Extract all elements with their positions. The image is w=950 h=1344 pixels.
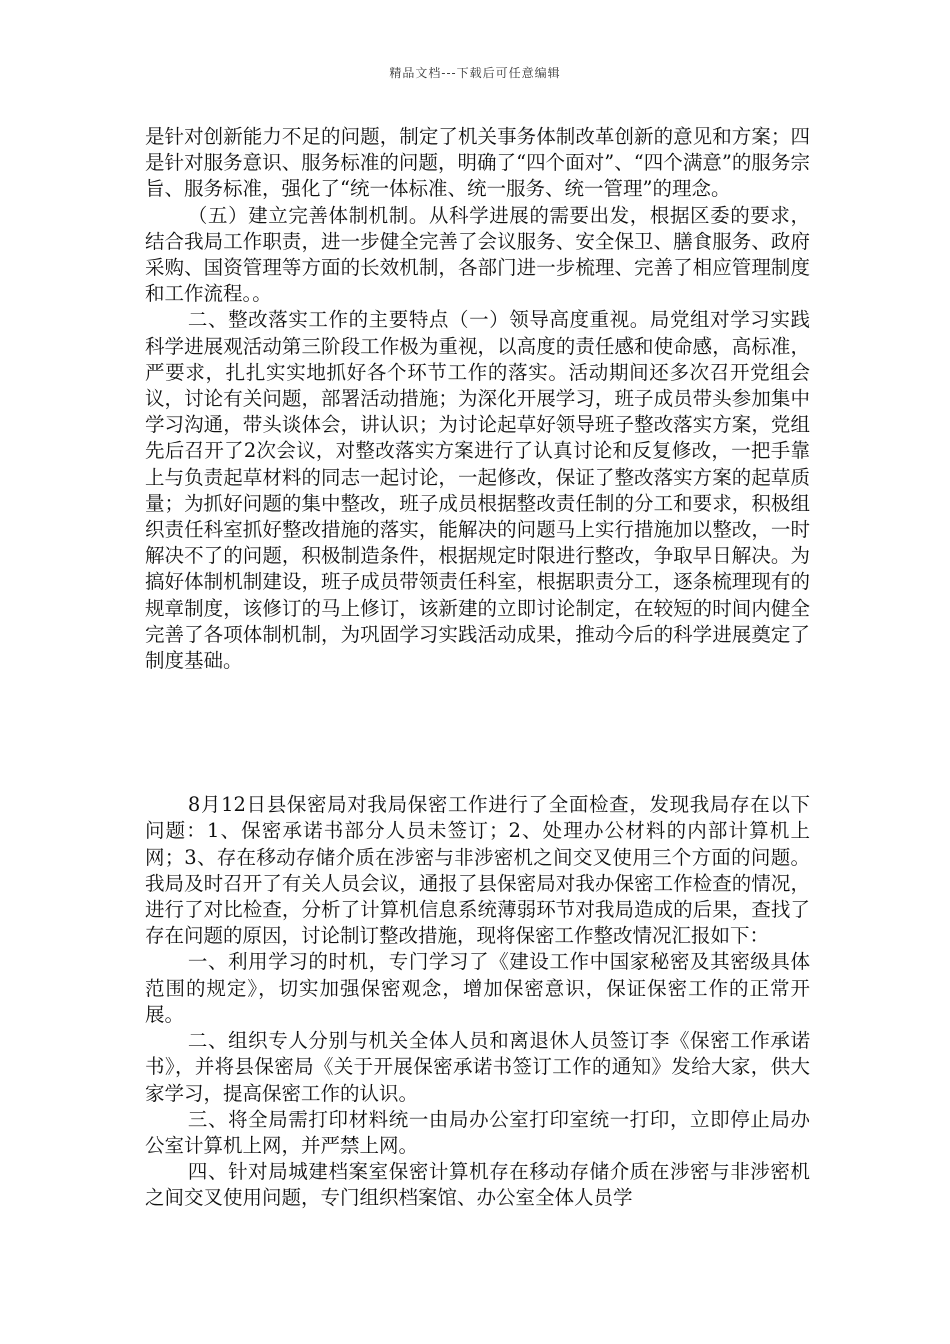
paragraph-rectification-features: 二、整改落实工作的主要特点（一）领导高度重视。局党组对学习实践科学进展观活动第三阶段工作极为重视，以高度的责任感和使命感，高标准，严要求，扎扎实实地抓好各个环节工作的落实。活动期间还多次召开党组会议，讨论有关问题，部署活动措施；为深化开展学习，班子成员带头参加集中学习沟通，带头谈体会，讲认识；为讨论起草好领导班子整改落实方案，党组先后召开了2次会议，对整改落实方案进行了认真讨论和反复修改，一把手靠上与负责起草材料的同志一起讨论，一起修改，保证了整改落实方案的起草质量；为抓好问题的集中整改，班子成员根据整改责任制的分工和要求，积极组织责任科室抓好整改措施的落实，能解决的问题马上实行措施加以整改，一时解决不了的问题，积极制造条件，根据规定时限进行整改，争取早日解决。为搞好体制机制建设，班子成员带领责任科室，根据职责分工，逐条梳理现有的规章制度，该修订的马上修订，该新建的立即讨论制定，在较短的时间内健全完善了各项体制机制，为巩固学习实践活动成果，推动今后的科学进展奠定了制度基础。 (145, 308, 810, 673)
paragraph-measure-2: 二、组织专人分别与机关全体人员和离退休人员签订李《保密工作承诺书》，并将县保密局《关于开展保密承诺书签订工作的通知》发给大家，供大家学习，提高保密工作的认识。 (145, 1029, 810, 1105)
paragraph-inspection-report: 8月12日县保密局对我局保密工作进行了全面检查，发现我局存在以下问题：1、保密承诺书部分人员未签订；2、处理办公材料的内部计算机上网；3、存在移动存储介质在涉密与非涉密机之间交叉使用三个方面的问题。我局及时召开了有关人员会议，通报了县保密局对我办保密工作检查的情况，进行了对比检查，分析了计算机信息系统薄弱环节对我局造成的后果，查找了存在问题的原因，讨论制订整改措施，现将保密工作整改情况汇报如下： (145, 793, 810, 948)
paragraph-continuation: 是针对创新能力不足的问题，制定了机关事务体制改革创新的意见和方案；四是针对服务意识、服务标准的问题，明确了“四个面对”、“四个满意”的服务宗旨、服务标准，强化了“统一体标准、统一服务、统一管理”的理念。 (145, 125, 810, 201)
paragraph-measure-4: 四、针对局城建档案室保密计算机存在移动存储介质在涉密与非涉密机之间交叉使用问题，专门组织档案馆、办公室全体人员学 (145, 1160, 810, 1210)
document-body (145, 124, 810, 1212)
page-header: 精品文档---下载后可任意编辑 (389, 66, 561, 80)
paragraph-system-mechanism: （五）建立完善体制机制。从科学进展的需要出发，根据区委的要求，结合我局工作职责，进一步健全完善了会议服务、安全保卫、膳食服务、政府采购、国资管理等方面的长效机制，各部门进一步梳理、完善了相应管理制度和工作流程。。 (145, 203, 810, 306)
paragraph-measure-1: 一、利用学习的时机，专门学习了《建设工作中国家秘密及其密级具体范围的规定》，切实加强保密观念，增加保密意识，保证保密工作的正常开展。 (145, 950, 810, 1026)
section-gap (145, 674, 810, 792)
paragraph-measure-3: 三、将全局需打印材料统一由局办公室打印室统一打印，立即停止局办公室计算机上网，并严禁上网。 (145, 1107, 810, 1157)
